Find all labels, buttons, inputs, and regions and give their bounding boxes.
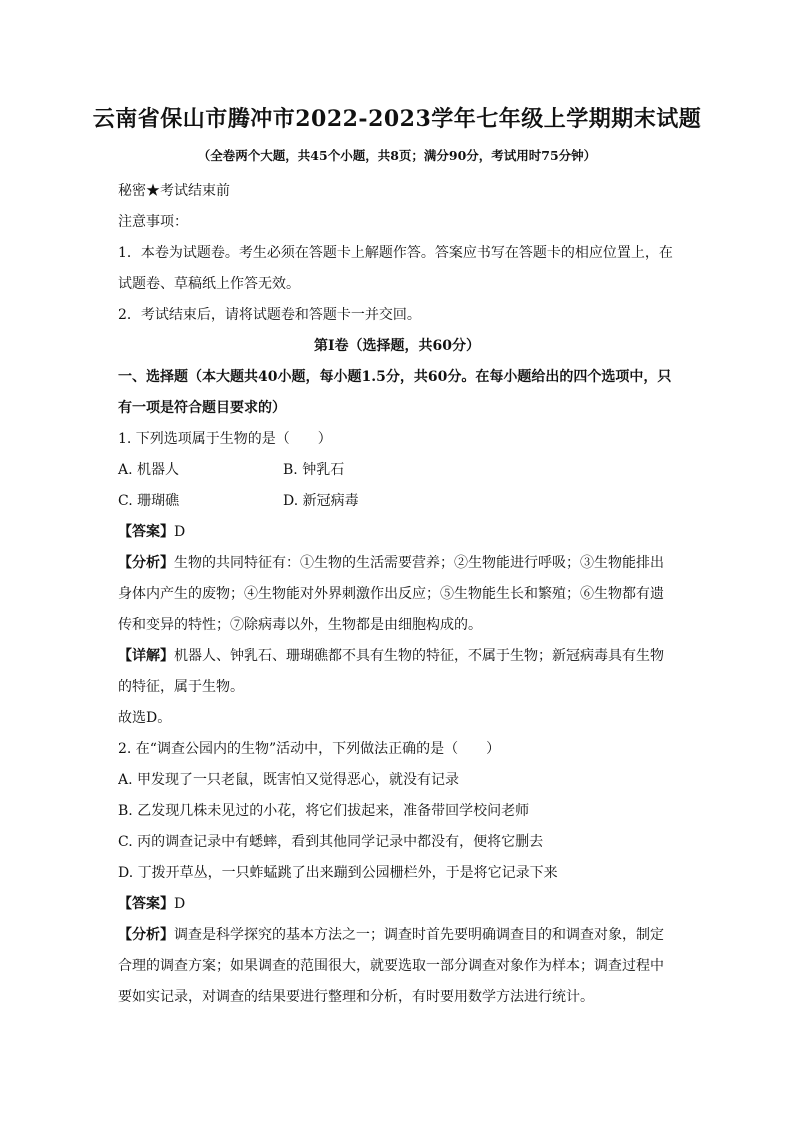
question-1-choice: 故选D。 [118, 710, 172, 726]
question-2-option-a: A. 甲发现了一只老鼠，既害怕又觉得恶心，就没有记录 [118, 772, 460, 788]
answer-tag: 【答案】 [118, 896, 174, 912]
question-2-option-c: C. 丙的调查记录中有蟋蟀，看到其他同学记录中都没有，便将它删去 [118, 834, 544, 850]
question-1-stem: 1. 下列选项属于生物的是（ ） [118, 431, 332, 447]
question-2-option-d: D. 丁拨开草丛，一只蚱蜢跳了出来蹦到公园栅栏外，于是将它记录下来 [118, 865, 558, 881]
question-2-analysis-line-1 [118, 920, 676, 951]
notice-heading: 注意事项： [118, 214, 188, 230]
question-2-analysis-line-2: 合理的调查方案；如果调查的范围很大，就要选取一部分调查对象作为样本；调查过程中 [118, 958, 664, 974]
document-body [118, 176, 676, 1013]
analysis-text: 调查是科学探究的基本方法之一；调查时首先要明确调查目的和调查对象，制定 [174, 927, 664, 943]
question-1-option-c: C. 珊瑚礁 [118, 493, 180, 509]
page-subtitle: （全卷两个大题，共45个小题，共8页；满分90分，考试用时75分钟） [197, 148, 597, 163]
question-2-analysis-line-3: 要如实记录，对调查的结果要进行整理和分析，有时要用数学方法进行统计。 [118, 989, 594, 1005]
question-1-detail-line-1 [118, 641, 676, 672]
secret-mark: 秘密★考试结束前 [118, 183, 230, 199]
question-1-analysis-line-1 [118, 548, 676, 579]
question-1-option-b: B. 钟乳石 [283, 462, 345, 478]
question-1-detail-line-2: 的特征，属于生物。 [118, 679, 244, 695]
answer-value: D [174, 896, 186, 912]
question-1-option-a: A. 机器人 [118, 462, 180, 478]
question-2-stem: 2. 在“调查公园内的生物”活动中，下列做法正确的是（ ） [118, 741, 501, 757]
analysis-text: 生物的共同特征有：①生物的生活需要营养；②生物能进行呼吸；③生物能排出 [174, 555, 664, 571]
section-heading-line-1: 一、选择题（本大题共40小题，每小题1.5分，共60分。在每小题给出的四个选项中，只 [118, 369, 672, 385]
detail-tag: 【详解】 [118, 648, 174, 664]
part-title: 第Ⅰ卷（选择题，共60分） [313, 338, 481, 354]
question-2-option-b: B. 乙发现几株未见过的小花，将它们拔起来，准备带回学校问老师 [118, 803, 530, 819]
notice-item-1-line-2: 试题卷、草稿纸上作答无效。 [118, 276, 300, 292]
notice-item-1-line-1: 1．本卷为试题卷。考生必须在答题卡上解题作答。答案应书写在答题卡的相应位置上，在 [118, 245, 673, 261]
section-heading-line-2: 有一项是符合题目要求的） [118, 400, 286, 416]
analysis-tag: 【分析】 [118, 927, 174, 943]
question-1-options-row-2 [118, 486, 676, 517]
analysis-tag: 【分析】 [118, 555, 174, 571]
question-2-answer [118, 889, 676, 920]
answer-value: D [174, 524, 186, 540]
question-1-analysis-line-3: 传和变异的特性；⑦除病毒以外，生物都是由细胞构成的。 [118, 617, 482, 633]
question-1-option-d: D. 新冠病毒 [283, 493, 359, 509]
question-1-answer [118, 517, 676, 548]
page-title: 云南省保山市腾冲市2022-2023学年七年级上学期期末试题 [92, 106, 702, 132]
question-1-options-row-1 [118, 455, 676, 486]
detail-text: 机器人、钟乳石、珊瑚礁都不具有生物的特征，不属于生物；新冠病毒具有生物 [174, 648, 664, 664]
question-1-analysis-line-2: 身体内产生的废物；④生物能对外界刺激作出反应；⑤生物能生长和繁殖；⑥生物都有遗 [118, 586, 664, 602]
notice-item-2: 2．考试结束后，请将试题卷和答题卡一并交回。 [118, 307, 421, 323]
answer-tag: 【答案】 [118, 524, 174, 540]
